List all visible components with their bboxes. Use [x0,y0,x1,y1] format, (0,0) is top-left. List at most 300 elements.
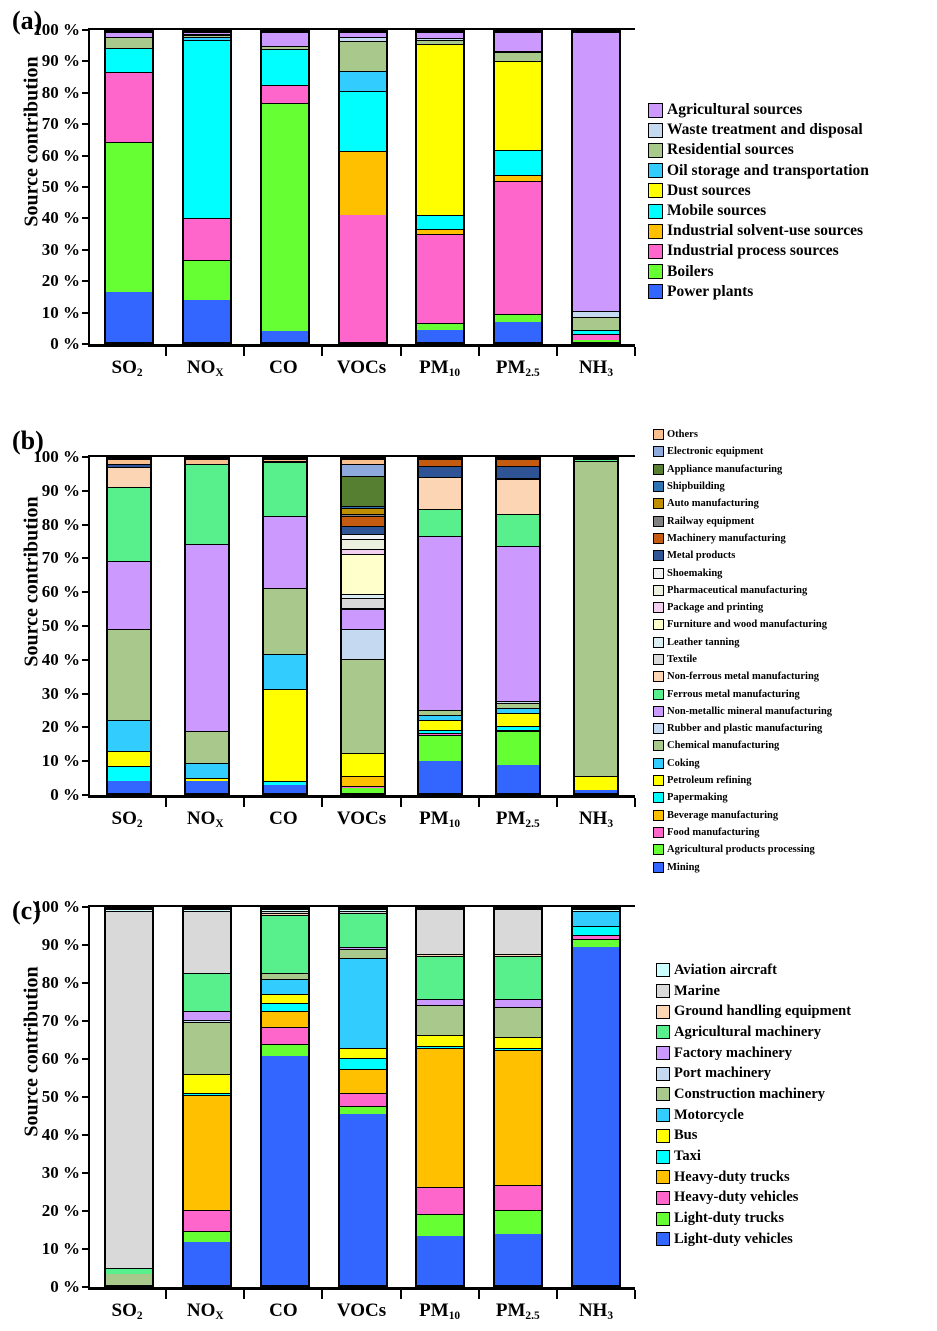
legend-color-chip [653,775,664,786]
y-tick-label: 20 % [41,1201,80,1220]
x-tick-mark [634,347,636,356]
x-tick-mark [400,1290,402,1299]
legend-color-chip [656,1087,670,1101]
x-tick-mark [321,347,323,356]
legend-label: Industrial solvent-use sources [667,222,864,240]
stacked-bar-NH3 [573,457,619,795]
bar-slot-CO [246,907,324,1287]
legend-item [653,478,832,495]
y-tick-mark [82,1286,90,1288]
x-label-base: VOCs [336,808,387,829]
bar-segment [497,731,539,764]
x-tick-mark [243,347,245,356]
x-label-base: SO [111,808,137,829]
bar-segment [342,516,384,526]
y-tick-mark [82,280,90,282]
x-category-label-CO [244,1290,322,1322]
bar-segment [340,1069,386,1093]
legend-color-chip [656,1067,670,1081]
bar-segment [497,713,539,726]
legend-item [653,668,832,685]
panel-c-label: (c) [12,896,41,925]
bar-segment [262,1011,308,1028]
x-tick-mark [400,798,402,807]
legend-item [653,789,832,806]
x-category-label-PM2.5 [479,347,557,379]
bar-segment [106,48,152,73]
y-tick-label: 0 % [50,785,80,804]
bar-segment [108,467,150,487]
bar-segment [106,72,152,142]
legend-label: Beverage manufacturing [667,809,779,821]
x-tick-mark [556,347,558,356]
x-label-subscript: 2.5 [525,817,540,830]
panel-a-legend [648,100,869,302]
x-label-base: PM [495,357,526,378]
bar-segment [417,1005,463,1035]
bar-segment [417,1048,463,1187]
bar-segment [573,340,619,342]
legend-item [653,547,832,564]
x-axis-strip [88,1290,635,1322]
legend-label: Port machinery [674,1065,772,1082]
bar-segment [495,1234,541,1285]
x-category-label-PM2.5 [479,798,557,830]
x-label-base: NH [578,1300,608,1321]
x-label-base: NO [186,357,216,378]
x-category-label-PM10 [401,347,479,379]
bar-slot-NOX [168,457,246,795]
bar-segment [184,911,230,973]
bar-slot-PM2.5 [479,30,557,344]
x-label-base: CO [269,357,298,378]
legend-label: Shipbuilding [667,481,725,493]
bar-segment [497,514,539,546]
bar-segment [342,598,384,608]
y-tick-mark [82,726,90,728]
legend-color-chip [648,244,663,259]
bar-segment [573,317,619,329]
y-tick-mark [82,1020,90,1022]
bar-segment [262,85,308,104]
bar-segment [106,292,152,342]
x-label-subscript: X [215,817,224,830]
stacked-bar-SO2 [106,457,152,795]
y-tick-mark [82,456,90,458]
legend-label: Boilers [667,262,714,280]
bar-segment [184,973,230,1011]
legend-color-chip [653,637,664,648]
legend-label: Mining [667,861,700,873]
legend-item [648,100,869,120]
y-tick-label: 30 % [41,239,80,259]
plot-area [33,897,635,1296]
x-tick-mark [165,798,167,807]
bar-segment [573,947,619,1285]
legend-color-chip [653,723,664,734]
legend-label: Aviation aircraft [674,961,777,978]
bar-segment [342,476,384,506]
legend-item [653,737,832,754]
bar-segment [417,956,463,999]
legend-color-chip [648,264,663,279]
legend-label: Shoemaking [667,567,723,579]
bar-segment [262,979,308,994]
legend-label: Auto manufacturing [667,498,759,510]
bar-slot-CO [246,457,324,795]
stacked-bar-CO [260,30,310,344]
bar-segment [106,1274,152,1285]
legend-label: Agricultural products processing [667,844,815,856]
y-tick-mark [82,760,90,762]
legend-color-chip [656,1025,670,1039]
legend-label: Metal products [667,550,736,562]
stacked-bar-CO [262,457,308,795]
bar-segment [573,911,619,926]
bar-segment [262,49,308,85]
panel-b-yaxis-title: Source contribution [20,496,43,667]
y-tick-label: 50 % [41,177,80,196]
bar-slot-SO2 [90,30,168,344]
legend-label: Marine [674,982,720,999]
legend-color-chip [656,1191,670,1205]
bar-segment [106,911,152,1268]
bar-segment [342,776,384,786]
bar-segment [108,487,150,560]
legend-label: Rubber and plastic manufacturing [667,723,823,735]
legend-label: Construction machinery [674,1085,826,1102]
legend-item [648,221,869,241]
bar-segment [342,526,384,534]
y-tick-mark [82,249,90,251]
legend-color-chip [653,464,664,475]
bar-segment [573,32,619,311]
bar-segment [342,659,384,753]
y-tick-mark [82,906,90,908]
y-tick-mark [82,591,90,593]
bar-segment [419,536,461,710]
legend-color-chip [653,862,664,873]
bar-segment [184,1231,230,1242]
legend-color-chip [653,429,664,440]
legend-label: Coking [667,757,700,769]
legend-item [656,1022,851,1043]
bar-segment [186,781,228,793]
legend-color-chip [648,103,663,118]
plot-area [33,447,635,804]
legend-item [653,651,832,668]
legend-color-chip [653,568,664,579]
stacked-bar-VOCs [340,457,386,795]
bar-segment [495,999,541,1007]
legend-label: Non-ferrous metal manufacturing [667,671,820,683]
y-tick-label: 60 % [41,1049,80,1068]
x-label-subscript: 2 [136,817,143,830]
legend-label: Package and printing [667,602,764,614]
legend-item [653,755,832,772]
legend-color-chip [653,550,664,561]
stacked-bar-PM2.5 [493,30,543,344]
bar-segment [262,32,308,46]
y-tick-label: 0 % [50,334,80,353]
legend-color-chip [656,1150,670,1164]
x-axis-strip [88,798,635,830]
bar-segment [342,508,384,515]
legend-label: Heavy-duty vehicles [674,1189,799,1206]
legend-color-chip [653,654,664,665]
legend-label: Agricultural machinery [674,1023,821,1040]
bar-segment [262,103,308,331]
legend-color-chip [653,498,664,509]
x-label-subscript: 10 [448,1309,461,1322]
legend-color-chip [648,204,663,219]
bar-segment [495,1050,541,1185]
bar-segment [495,909,541,954]
bar-segment [342,539,384,549]
y-tick-label: 40 % [41,649,80,669]
y-tick-label: 100 % [33,897,80,916]
legend-color-chip [656,963,670,977]
legend-color-chip [648,284,663,299]
legend-color-chip [653,585,664,596]
bar-segment [342,788,384,793]
legend-label: Motorcycle [674,1106,744,1123]
bar-segment [342,753,384,776]
bar-segment [495,314,541,322]
legend-label: Factory machinery [674,1044,792,1061]
x-tick-mark [556,798,558,807]
x-label-base: NH [578,808,608,829]
bar-segment [342,464,384,476]
legend-label: Textile [667,654,697,665]
legend-color-chip [653,602,664,613]
bar-segment [573,926,619,935]
legend-color-chip [653,844,664,855]
y-tick-label: 10 % [41,302,80,322]
y-tick-label: 90 % [41,51,80,71]
y-tick-mark [82,1058,90,1060]
legend-item [656,960,851,981]
legend-color-chip [648,163,663,178]
legend-label: Residential sources [667,141,794,159]
stacked-bar-NOX [184,457,230,795]
legend-label: Papermaking [667,792,728,804]
legend-color-chip [656,1212,670,1226]
x-tick-mark [165,1290,167,1299]
bar-segment [417,330,463,342]
bar-segment [262,331,308,342]
y-tick-mark [82,186,90,188]
bar-segment [497,546,539,701]
bar-segment [417,1214,463,1237]
x-category-label-NH3 [557,1290,635,1322]
bar-slot-VOCs [324,907,402,1287]
legend-color-chip [653,671,664,682]
x-category-label-PM10 [401,1290,479,1322]
y-tick-label: 0 % [50,1277,80,1296]
x-label-base: NO [186,1300,216,1321]
x-tick-mark [478,798,480,807]
x-tick-mark [634,1290,636,1299]
y-tick-mark [82,557,90,559]
legend-color-chip [656,1005,670,1019]
bar-slot-PM10 [401,457,479,795]
plot-area [33,20,635,353]
x-category-label-SO2 [88,798,166,830]
legend-item [656,1188,851,1209]
bar-segment [495,150,541,175]
y-tick-mark [82,693,90,695]
bar-segment [417,215,463,229]
bar-segment [262,994,308,1003]
y-tick-mark [82,123,90,125]
y-tick-mark [82,1134,90,1136]
legend-item [653,858,832,875]
bar-segment [342,629,384,659]
legend-color-chip [648,224,663,239]
legend-item [653,495,832,512]
legend-color-chip [648,183,663,198]
legend-label: Waste treatment and disposal [667,121,863,139]
legend-label: Non-metallic mineral manufacturing [667,705,833,717]
bar-segment [186,464,228,544]
bar-segment [184,40,230,218]
x-label-base: SO [111,1300,137,1321]
bar-segment [262,1044,308,1055]
legend-item [648,282,869,302]
x-label-base: NH [578,357,608,378]
x-tick-mark [556,1290,558,1299]
x-label-subscript: 2 [136,1309,143,1322]
legend-item [656,1105,851,1126]
bar-segment [262,1003,308,1011]
x-tick-mark [634,798,636,807]
x-label-subscript: X [215,366,224,379]
y-tick-label: 20 % [41,271,80,291]
legend-item [653,772,832,789]
bars-container [90,30,635,344]
y-tick-label: 50 % [41,1087,80,1106]
x-category-label-NOX [166,1290,244,1322]
bars-container [90,907,635,1287]
bar-slot-VOCs [324,30,402,344]
bar-segment [340,1093,386,1106]
bar-segment [264,588,306,655]
bar-segment [417,1035,463,1046]
legend-label: Light-duty vehicles [674,1230,793,1247]
legend-label: Electronic equipment [667,446,764,458]
y-tick-mark [82,155,90,157]
stacked-bar-PM10 [417,457,463,795]
bar-segment [417,1236,463,1285]
bar-slot-PM2.5 [479,907,557,1287]
legend-label: Others [667,429,698,441]
bar-segment [184,1022,230,1075]
bar-segment [495,61,541,149]
y-tick-label: 10 % [41,1239,80,1258]
stacked-bar-NOX [182,30,232,344]
stacked-bar-PM10 [415,907,465,1287]
legend-label: Heavy-duty trucks [674,1168,790,1185]
bar-segment [184,300,230,342]
legend-color-chip [653,689,664,700]
y-tick-mark [82,312,90,314]
y-tick-mark [82,29,90,31]
x-category-label-CO [244,347,322,379]
bar-slot-PM2.5 [479,457,557,795]
x-label-subscript: 2 [136,366,143,379]
x-category-label-CO [244,798,322,830]
panel-a-yaxis-title: Source contribution [20,56,43,227]
panel-b-label: (b) [12,426,44,455]
bar-segment [495,1185,541,1209]
legend-label: Chemical manufacturing [667,740,780,752]
legend-label: Power plants [667,282,754,300]
y-tick-mark [82,60,90,62]
bar-segment [108,781,150,793]
bar-segment [575,461,617,777]
y-tick-label: 60 % [41,582,80,602]
legend-color-chip [653,481,664,492]
bar-segment [340,1058,386,1069]
bar-segment [342,554,384,594]
legend-label: Agricultural sources [667,101,803,119]
bar-segment [419,477,461,509]
legend-item [656,1001,851,1022]
bar-segment [186,731,228,763]
y-tick-mark [82,659,90,661]
bar-segment [495,1007,541,1037]
x-tick-mark [478,1290,480,1299]
legend-color-chip [656,1170,670,1184]
stacked-bar-SO2 [104,907,154,1287]
y-tick-label: 80 % [41,973,80,992]
bar-segment [184,1210,230,1231]
bar-segment [264,785,306,793]
legend-color-chip [653,810,664,821]
legend-item [648,262,869,282]
y-tick-mark [82,625,90,627]
x-category-label-VOCs [322,1290,400,1322]
x-label-base: PM [419,808,449,829]
legend-item [656,1208,851,1229]
stacked-bar-NH3 [571,30,621,344]
legend-item [653,616,832,633]
legend-label: Food manufacturing [667,826,760,838]
legend-item [653,599,832,616]
legend-item [648,140,869,160]
legend-label: Industrial process sources [667,242,839,260]
bar-segment [340,215,386,342]
bar-segment [497,765,539,793]
bar-segment [340,71,386,91]
y-tick-label: 70 % [41,114,80,134]
bar-segment [184,218,230,260]
y-tick-label: 90 % [41,935,80,954]
bar-segment [184,260,230,300]
legend-label: Bus [674,1127,698,1144]
legend-item [653,824,832,841]
bar-segment [262,1056,308,1285]
x-label-subscript: 2.5 [525,1309,540,1322]
bar-segment [495,52,541,61]
y-tick-mark [82,944,90,946]
x-tick-mark [165,347,167,356]
x-category-label-SO2 [88,1290,166,1322]
legend-label: Dust sources [667,181,751,199]
panel-c-yaxis-title: Source contribution [20,966,43,1137]
legend-label: Light-duty trucks [674,1210,784,1227]
